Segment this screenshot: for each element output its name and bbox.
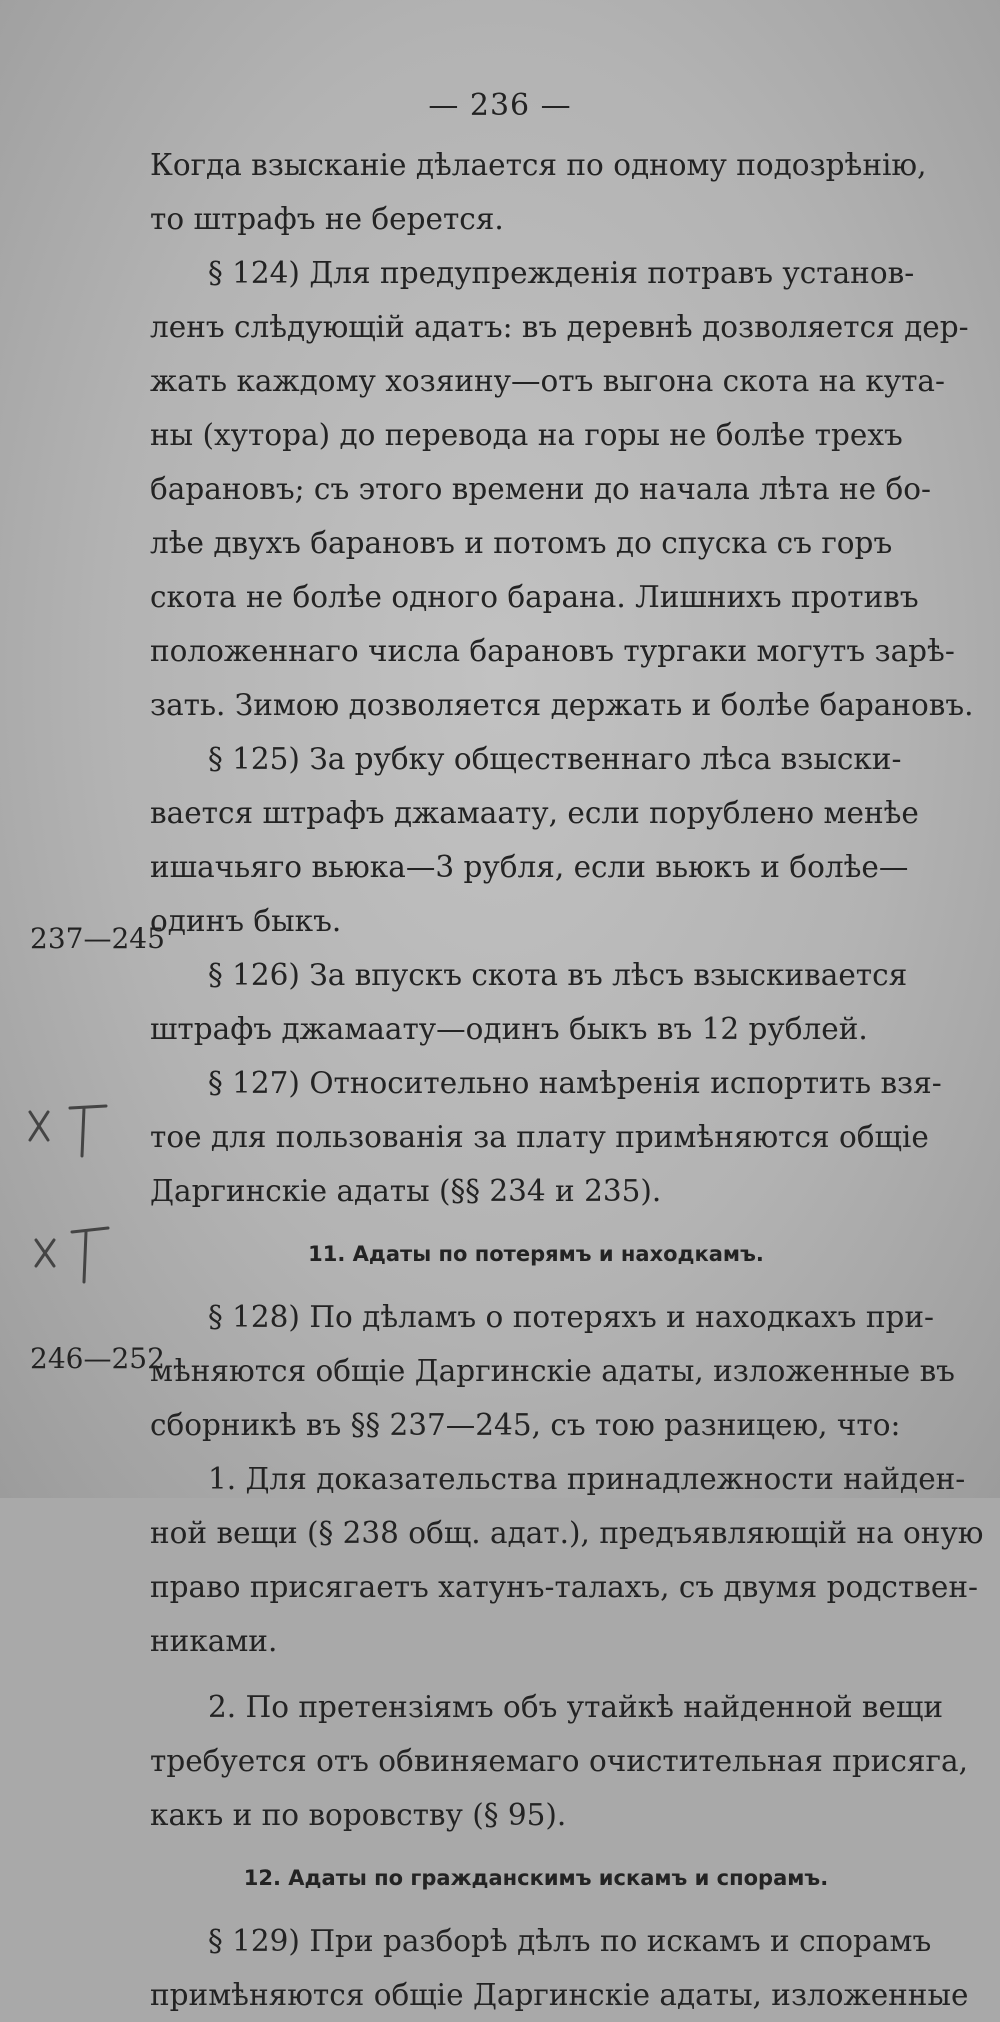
- text-line: лѣе двухъ барановъ и потомъ до спуска съ горъ: [150, 526, 893, 560]
- paragraph-124-start: § 124) Для предупрежденія потравъ установ-: [208, 256, 915, 290]
- text-line: примѣняются общіе Даргинскіе адаты, изложенные: [150, 1978, 969, 2012]
- text-line: жать каждому хозяину—отъ выгона скота на кута-: [150, 364, 945, 398]
- list-item-1-start: 1. Для доказательства принадлежности найден-: [208, 1462, 966, 1496]
- paragraph-128-start: § 128) По дѣламъ о потеряхъ и находкахъ при-: [208, 1300, 935, 1334]
- page-number: — 236 —: [428, 88, 572, 123]
- text-line: барановъ; съ этого времени до начала лѣта не бо-: [150, 472, 932, 506]
- text-line: Когда взысканіе дѣлается по одному подозрѣнію,: [150, 148, 927, 182]
- text-line: зать. Зимою дозволяется держать и болѣе барановъ.: [150, 688, 974, 722]
- text-line: никами.: [150, 1624, 278, 1658]
- text-line: ной вещи (§ 238 общ. адат.), предъявляющій на оную: [150, 1516, 984, 1550]
- pencil-mark-icon: [22, 1218, 112, 1288]
- section-heading-12: 12. Адаты по гражданскимъ искамъ и спорамъ.: [243, 1866, 829, 1890]
- text-line: ленъ слѣдующій адатъ: въ деревнѣ дозволяется дер-: [150, 310, 969, 344]
- text-line: одинъ быкъ.: [150, 904, 342, 938]
- text-line: какъ и по воровству (§ 95).: [150, 1798, 567, 1832]
- text-line: то штрафъ не берется.: [150, 202, 504, 236]
- margin-note-articles-237-245: 237—245: [30, 922, 165, 955]
- paragraph-129-start: § 129) При разборѣ дѣлъ по искамъ и спорамъ: [208, 1924, 932, 1958]
- text-line: сборникѣ въ §§ 237—245, съ тою разницею, что:: [150, 1408, 901, 1442]
- list-item-2-start: 2. По претензіямъ объ утайкѣ найденной вещи: [208, 1690, 944, 1724]
- pencil-mark-icon: [22, 1100, 112, 1170]
- paragraph-127-start: § 127) Относительно намѣренія испортить взя-: [208, 1066, 942, 1100]
- text-line: штрафъ джамаату—одинъ быкъ въ 12 рублей.: [150, 1012, 868, 1046]
- text-line: ишачьяго вьюка—3 рубля, если вьюкъ и болѣе—: [150, 850, 909, 884]
- margin-note-articles-246-252: 246—252: [30, 1342, 165, 1375]
- body-text: [150, 138, 984, 2022]
- text-line: право присягаетъ хатунъ-талахъ, съ двумя родствен-: [150, 1570, 978, 1604]
- text-line: тое для пользованія за плату примѣняются общіе: [150, 1120, 929, 1154]
- paragraph-126-start: § 126) За впускъ скота въ лѣсъ взыскивается: [208, 958, 908, 992]
- text-line: ны (хутора) до перевода на горы не болѣе трехъ: [150, 418, 903, 452]
- text-line: мѣняются общіе Даргинскіе адаты, изложенные въ: [150, 1354, 955, 1388]
- text-line: скота не болѣе одного барана. Лишнихъ противъ: [150, 580, 919, 614]
- text-line: Даргинскіе адаты (§§ 234 и 235).: [150, 1174, 662, 1208]
- text-line: требуется отъ обвиняемаго очистительная присяга,: [150, 1744, 968, 1778]
- text-line: положеннаго числа барановъ тургаки могутъ зарѣ-: [150, 634, 955, 668]
- section-heading-11: 11. Адаты по потерямъ и находкамъ.: [308, 1242, 764, 1266]
- paragraph-125-start: § 125) За рубку общественнаго лѣса взыски-: [208, 742, 902, 776]
- text-line: вается штрафъ джамаату, если порублено менѣе: [150, 796, 919, 830]
